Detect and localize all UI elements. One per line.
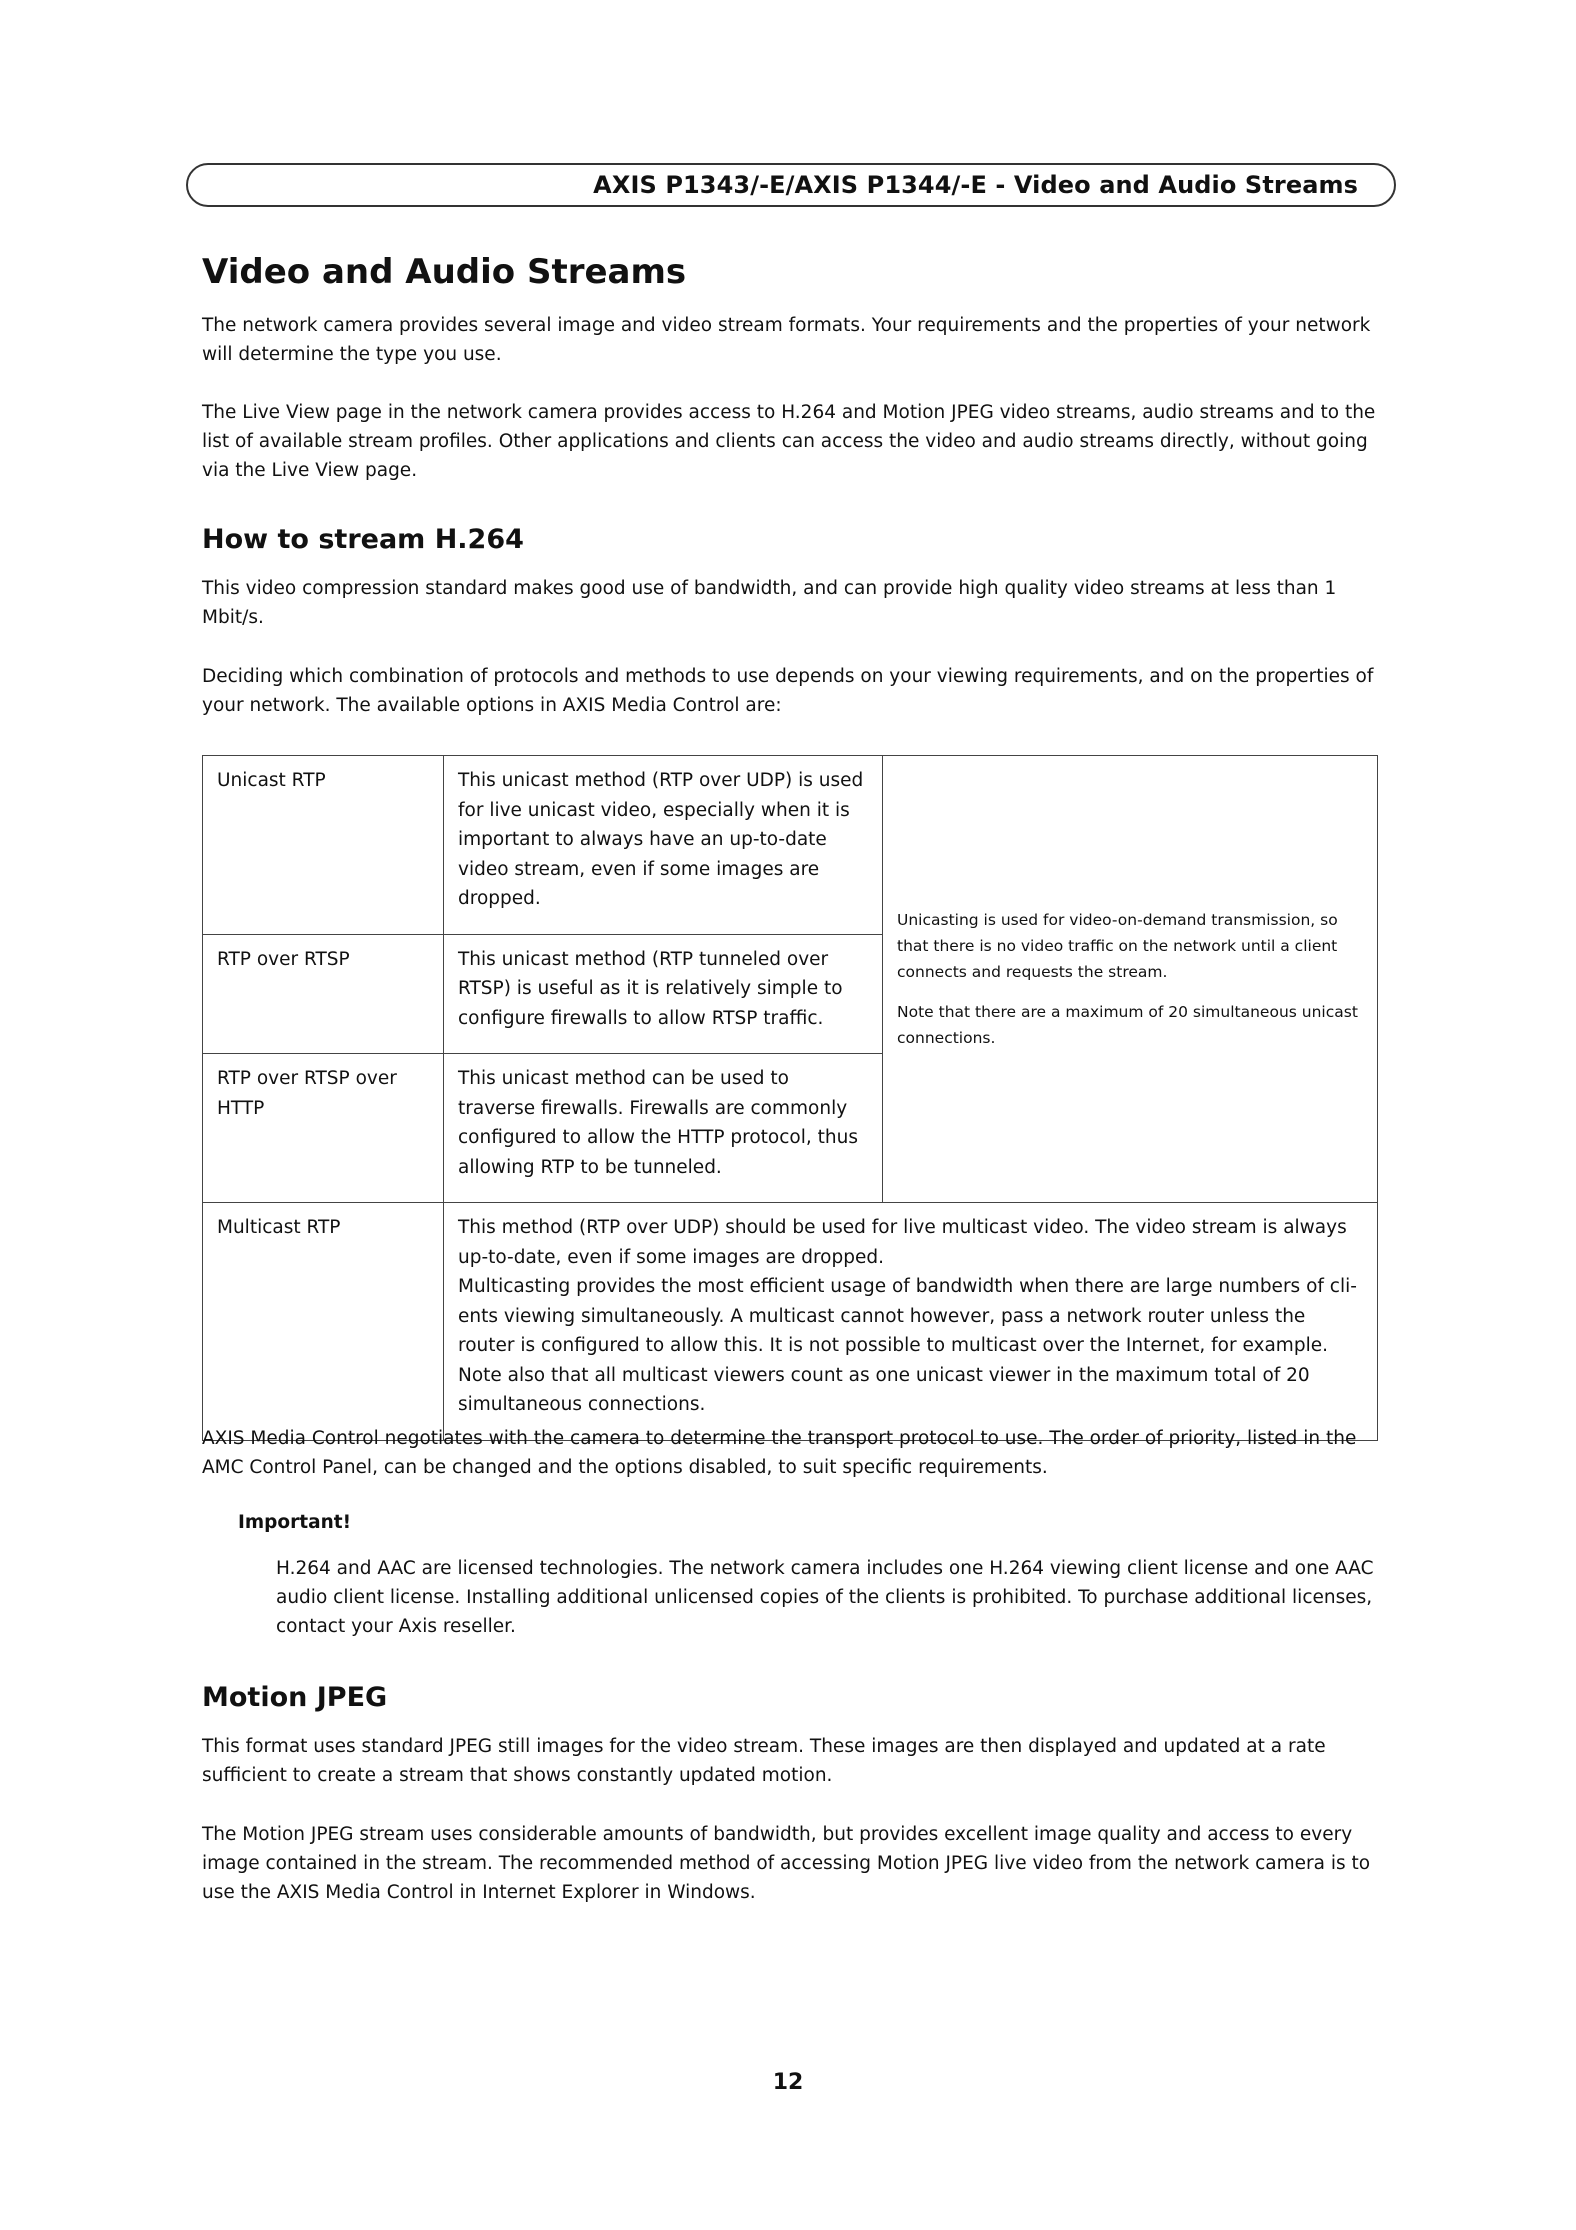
after-table-paragraph: AXIS Media Control negotiates with the camera to determine the transport protocol to use. The order of priority, listed in the AMC Control Panel, can be changed and the options disabled, to suit specific requirements. [202, 1428, 1357, 1478]
unicast-note-2: Note that there are a maximum of 20 simultaneous unicast connections. [897, 1003, 1358, 1047]
method-name-cell: Unicast RTP [203, 756, 444, 935]
running-header [186, 163, 1396, 207]
method-desc-cell: This unicast method can be used to traverse firewalls. Firewalls are commonly configured to allow the HTTP protocol, thus allowing RTP to be tunneled. [444, 1054, 883, 1203]
unicast-note-cell [883, 756, 1378, 1203]
section-heading-mjpeg: Motion JPEG [202, 1682, 388, 1713]
important-label: Important! [238, 1512, 352, 1533]
unicast-note-1: Unicasting is used for video-on-demand transmission, so that there is no video traffic on the network until a client connects and requests the stream. [897, 911, 1338, 981]
stream-methods-table [202, 755, 1378, 1441]
method-desc-cell: This unicast method (RTP over UDP) is used for live unicast video, especially when it is important to always have an up-to-date video stream, even if some images are dropped. [444, 756, 883, 935]
mjpeg-paragraph-1: This format uses standard JPEG still images for the video stream. These images are then displayed and updated at a rate sufficient to create a stream that shows constantly updated motion. [202, 1736, 1326, 1786]
section-heading-h264: How to stream H.264 [202, 524, 524, 555]
h264-paragraph-2: Deciding which combination of protocols and methods to use depends on your viewing requirements, and on the properties of your network. The available options in AXIS Media Control are: [202, 666, 1374, 716]
important-text: H.264 and AAC are licensed technologies. The network camera includes one H.264 viewing client license and one AAC audio client license. Installing additional unlicensed copies of the clients is prohibited. To purchase additional licenses, contact your Axis reseller. [276, 1558, 1374, 1637]
page-number: 12 [772, 2070, 804, 2095]
running-header-title: AXIS P1343/-E/AXIS P1344/-E - Video and Audio Streams [593, 171, 1358, 199]
h264-paragraph-1: This video compression standard makes good use of bandwidth, and can provide high quality video streams at less than 1 Mbit/s. [202, 578, 1337, 628]
multicast-desc-1: This method (RTP over UDP) should be used for live multicast video. The video stream is always up-to-date, even if some images are dropped. [458, 1217, 1347, 1268]
intro-paragraph-1: The network camera provides several image and video stream formats. Your requirements and the properties of your network will determine the type you use. [202, 315, 1371, 365]
mjpeg-paragraph-2: The Motion JPEG stream uses considerable amounts of bandwidth, but provides excellent image quality and access to every image contained in the stream. The recommended method of accessing Motion JPEG live video from the network camera is to use the AXIS Media Control in Internet Explorer in Windows. [202, 1824, 1371, 1903]
page-title: Video and Audio Streams [202, 252, 687, 292]
method-name-cell: Multicast RTP [203, 1203, 444, 1441]
method-name-cell: RTP over RTSP [203, 934, 444, 1054]
table-row [203, 756, 1378, 935]
multicast-desc-cell [444, 1203, 1378, 1441]
table-row [203, 1203, 1378, 1441]
intro-paragraph-2: The Live View page in the network camera provides access to H.264 and Motion JPEG video streams, audio streams and to the list of available stream profiles. Other applications and clients can access the video and audio streams directly, without going via the Live View page. [202, 402, 1376, 481]
multicast-desc-2: Multicasting provides the most efficient usage of bandwidth when there are large numbers of cli- ents viewing simultaneously. A multicast cannot however, pass a network router unless the router is configured to allow this. It is not possible to multicast over the Internet, for example. Note also that all multicast viewers count as one unicast viewer in the maximum total of 20 simultaneous connections. [458, 1276, 1357, 1415]
method-name-cell: RTP over RTSP over HTTP [203, 1054, 444, 1203]
method-desc-cell: This unicast method (RTP tunneled over RTSP) is useful as it is relatively simple to configure firewalls to allow RTSP traffic. [444, 934, 883, 1054]
